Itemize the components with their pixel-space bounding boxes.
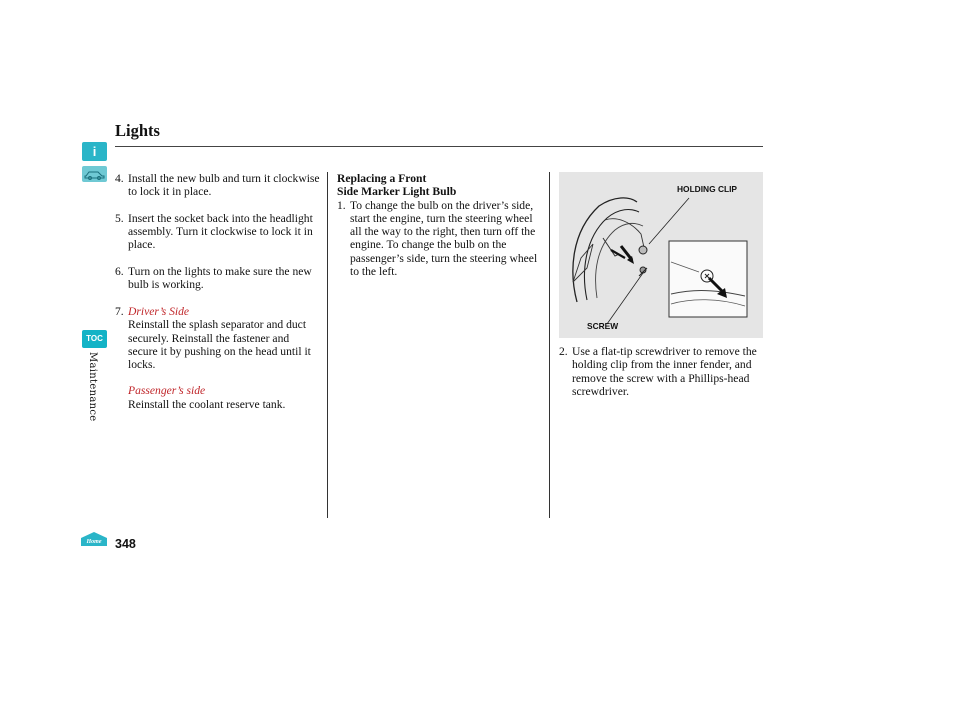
column-right bbox=[559, 345, 764, 411]
step-number: 1. bbox=[337, 198, 346, 212]
car-icon bbox=[82, 166, 107, 182]
fender-illustration bbox=[559, 172, 763, 338]
step-number: 2. bbox=[559, 345, 568, 358]
heading-line: Replacing a Front bbox=[337, 172, 427, 185]
title-rule bbox=[115, 146, 763, 147]
step-5 bbox=[115, 212, 320, 252]
column-middle bbox=[337, 172, 542, 292]
step-2 bbox=[559, 345, 764, 398]
step-number: 6. bbox=[115, 265, 124, 279]
step-1 bbox=[337, 199, 542, 279]
section-heading bbox=[337, 172, 542, 199]
step-text: Turn on the lights to make sure the new bulb is working. bbox=[128, 265, 312, 292]
step-6 bbox=[115, 265, 320, 292]
holding-clip-label: HOLDING CLIP bbox=[677, 184, 738, 194]
passenger-side-text: Reinstall the coolant reserve tank. bbox=[128, 397, 286, 411]
heading-line: Side Marker Light Bulb bbox=[337, 185, 457, 199]
column-divider bbox=[549, 172, 550, 518]
section-label: Maintenance bbox=[87, 352, 98, 422]
step-text: To change the bulb on the driver’s side, start the engine, turn the steering wheel all the way to the right, then turn off the engine. To change the bulb on the passenger’s side, turn the steering wheel to the left. bbox=[350, 198, 538, 279]
step-text: Install the new bulb and turn it clockwise to lock it in place. bbox=[128, 172, 320, 199]
step-number: 5. bbox=[115, 211, 124, 225]
page-title: Lights bbox=[115, 121, 160, 140]
page-number: 348 bbox=[115, 537, 136, 551]
toc-button[interactable]: TOC bbox=[82, 330, 107, 348]
step-text: Insert the socket back into the headlight assembly. Turn it clockwise to lock it in place. bbox=[128, 211, 313, 252]
column-left bbox=[115, 172, 320, 424]
home-icon[interactable] bbox=[80, 531, 108, 547]
screw-label: SCREW bbox=[587, 321, 619, 331]
column-divider bbox=[327, 172, 328, 518]
step-4 bbox=[115, 172, 320, 199]
step-7 bbox=[115, 305, 320, 411]
illustration-holding-clip bbox=[559, 172, 763, 338]
vehicle-icon[interactable] bbox=[82, 166, 107, 182]
driver-side-heading: Driver’s Side bbox=[128, 304, 190, 318]
info-icon[interactable]: i bbox=[82, 142, 107, 161]
home-label: Home bbox=[86, 539, 102, 545]
step-number: 7. bbox=[115, 304, 124, 318]
passenger-side-heading: Passenger’s side bbox=[128, 384, 206, 398]
step-text: Use a flat-tip screwdriver to remove the holding clip from the inner fender, and remove the screw with a Phillips-head screwdriver. bbox=[572, 345, 757, 398]
driver-side-text: Reinstall the splash separator and duct securely. Reinstall the fastener and secure it by pushing on the head until it locks. bbox=[128, 318, 311, 372]
step-number: 4. bbox=[115, 172, 124, 185]
